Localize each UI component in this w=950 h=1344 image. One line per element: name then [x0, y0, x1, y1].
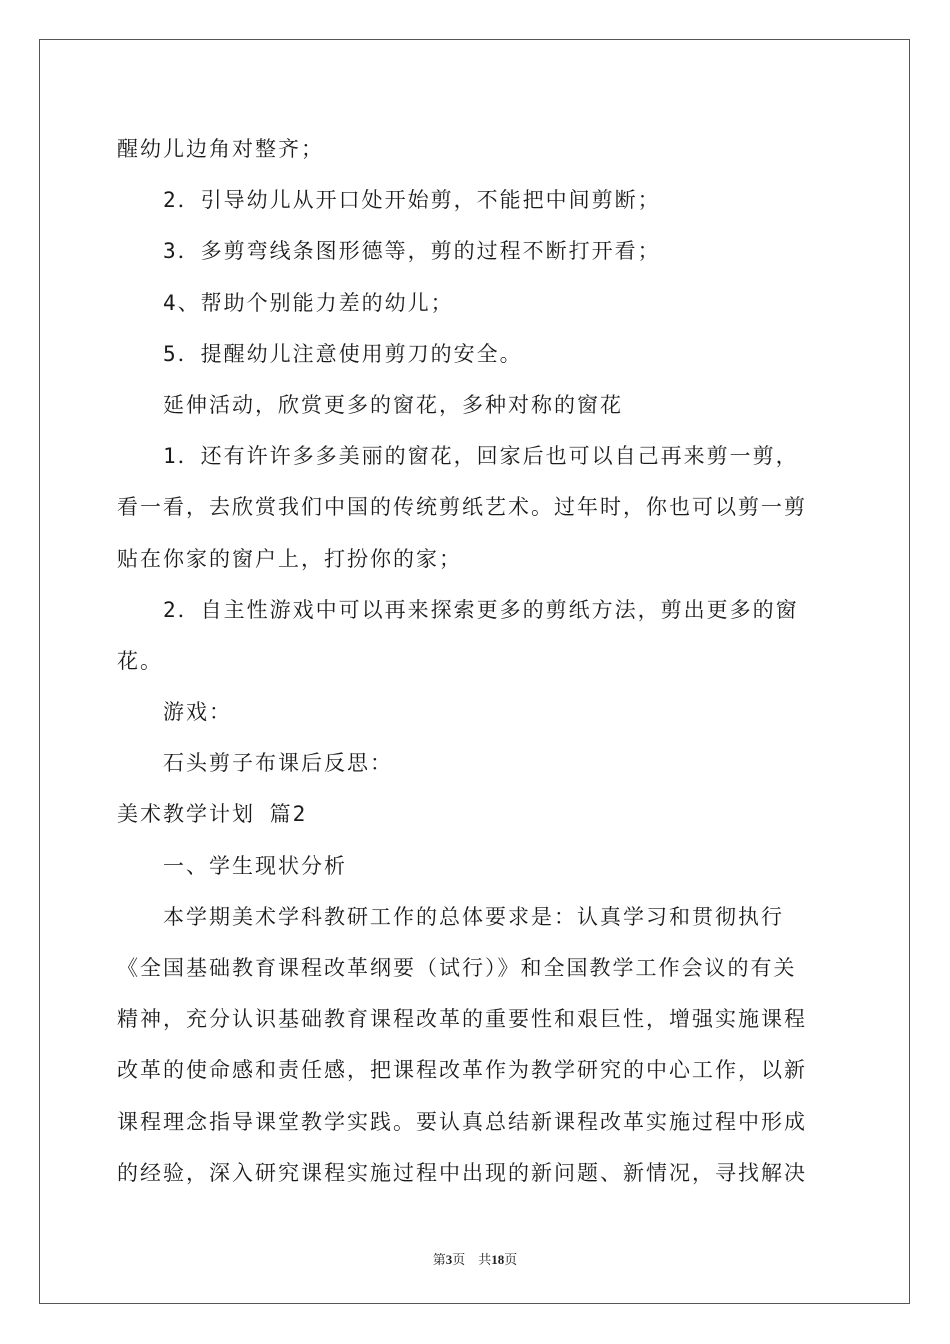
page-footer: [0, 1249, 950, 1268]
subsection-heading: 一、学生现状分析: [163, 853, 347, 878]
text-line: 改革的使命感和责任感，把课程改革作为教学研究的中心工作，以新: [117, 1058, 807, 1083]
text-line: 延伸活动，欣赏更多的窗花，多种对称的窗花: [163, 392, 623, 417]
text-line: 的经验，深入研究课程实施过程中出现的新问题、新情况，寻找解决: [117, 1160, 807, 1185]
text-line: 石头剪子布课后反思：: [163, 751, 393, 776]
text-line: 本学期美术学科教研工作的总体要求是：认真学习和贯彻执行: [163, 904, 784, 929]
page-number: 3: [445, 1252, 453, 1267]
text-line: 精神，充分认识基础教育课程改革的重要性和艰巨性，增强实施课程: [117, 1007, 807, 1032]
total-pages: 18: [491, 1252, 505, 1267]
document-body: [117, 124, 833, 1199]
text-line: 3．多剪弯线条图形德等，剪的过程不断打开看；: [163, 239, 661, 264]
page-suffix: 页: [452, 1252, 466, 1267]
text-line: 2．自主性游戏中可以再来探索更多的剪纸方法，剪出更多的窗: [163, 597, 799, 622]
text-line: 游戏：: [163, 700, 232, 725]
text-line: 4、帮助个别能力差的幼儿；: [163, 290, 454, 315]
total-prefix: 共: [478, 1252, 492, 1267]
text-line: 课程理念指导课堂教学实践。要认真总结新课程改革实施过程中形成: [117, 1109, 807, 1134]
page-prefix: 第: [432, 1252, 446, 1267]
text-line: 1．还有许许多多美丽的窗花，回家后也可以自己再来剪一剪，: [163, 444, 799, 469]
text-line: 《全国基础教育课程改革纲要（试行）》和全国教学工作会议的有关: [117, 956, 797, 980]
text-line: 5．提醒幼儿注意使用剪刀的安全。: [163, 341, 523, 366]
text-line: 醒幼儿边角对整齐；: [117, 137, 324, 161]
section-heading: 美术教学计划 篇2: [117, 802, 308, 827]
text-line: 花。: [117, 648, 163, 673]
text-line: 贴在你家的窗户上，打扮你的家；: [117, 546, 462, 571]
text-line: 2．引导幼儿从开口处开始剪，不能把中间剪断；: [163, 188, 661, 213]
text-line: 看一看，去欣赏我们中国的传统剪纸艺术。过年时，你也可以剪一剪: [117, 495, 807, 520]
total-suffix: 页: [504, 1252, 518, 1267]
